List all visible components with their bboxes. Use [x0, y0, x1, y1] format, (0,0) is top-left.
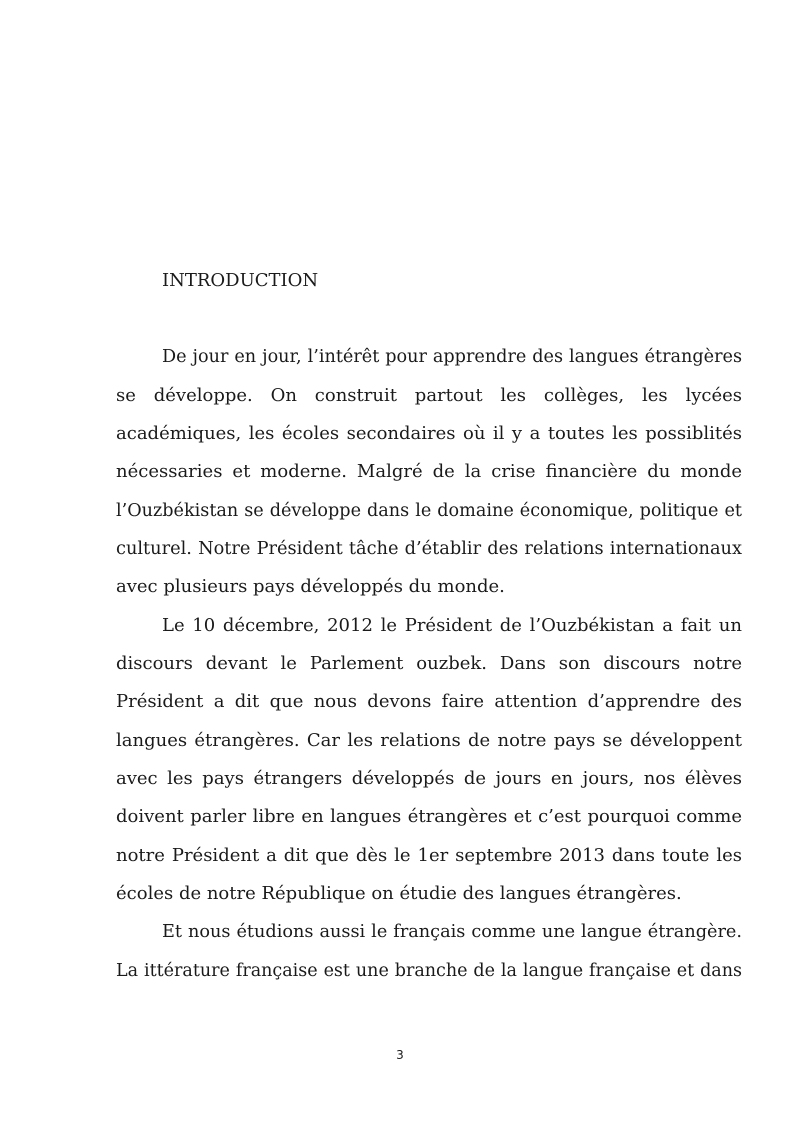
paragraph-line: se développe. On construit partout les collèges, les lycées [116, 385, 742, 406]
paragraph-line: discours devant le Parlement ouzbek. Dans son discours notre [116, 653, 742, 674]
paragraph-line: académiques, les écoles secondaires où il y a toutes les possiblités [116, 423, 742, 444]
paragraph-line: l’Ouzbékistan se développe dans le domaine économique, politique et [116, 501, 742, 521]
paragraph-line: avec les pays étrangers développés de jours en jours, nos élèves [116, 768, 742, 789]
paragraph-line: notre Président a dit que dès le 1er septembre 2013 dans toute les [116, 845, 742, 866]
paragraph-line: nécessaries et moderne. Malgré de la crise financière du monde [116, 461, 742, 482]
paragraph-line: Et nous étudions aussi le français comme une langue étrangère. [162, 922, 742, 942]
paragraph-line: doivent parler libre en langues étrangères et c’est pourquoi comme [116, 806, 742, 827]
paragraph-line: langues étrangères. Car les relations de notre pays se développent [116, 730, 742, 751]
paragraph-line: Le 10 décembre, 2012 le Président de l’Ouzbékistan a fait un [162, 615, 742, 636]
paragraph-line: Président a dit que nous devons faire attention d’apprendre des [116, 691, 742, 712]
paragraph-line: La ittérature française est une branche de la langue française et dans [116, 961, 742, 981]
page-number: 3 [396, 1048, 404, 1062]
section-heading: INTRODUCTION [162, 270, 319, 291]
paragraph-line: écoles de notre République on étudie des langues étrangères. [116, 883, 682, 904]
paragraph-line: avec plusieurs pays développés du monde. [116, 576, 505, 597]
paragraph-line: culturel. Notre Président tâche d’établir des relations internationaux [116, 539, 742, 559]
paragraph-line: De jour en jour, l’intérêt pour apprendre des langues étrangères [162, 347, 742, 367]
